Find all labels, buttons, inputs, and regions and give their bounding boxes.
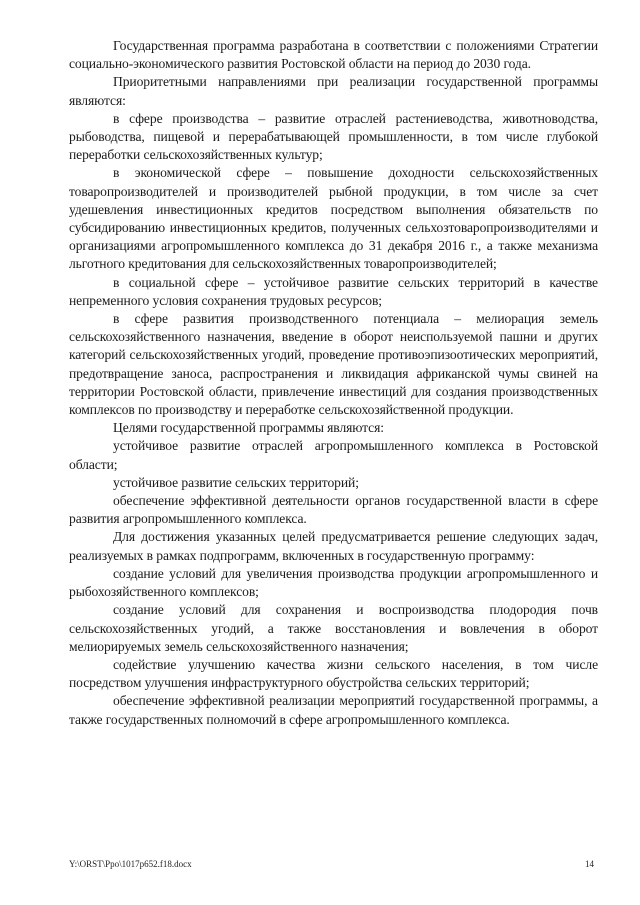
paragraph: содействие улучшению качества жизни сельского населения, в том числе посредством улучшения инфраструктурного обустройства сельских территорий; — [69, 656, 598, 691]
paragraph: Целями государственной программы являются: — [113, 420, 384, 436]
paragraph: обеспечение эффективной реализации мероприятий государственной программы, а также государственных полномочий в сфере агропромышленного комплекса. — [69, 693, 598, 727]
paragraph: устойчивое развитие отраслей агропромышленного комплекса в Ростовской области; — [69, 438, 598, 472]
paragraph: в сфере производства – развитие отраслей растениеводства, животноводства, рыбоводства, пищевой и перерабатывающей промышленности, в том числе глубокой переработки сельскохозяйственных культур; — [69, 110, 598, 163]
paragraph: обеспечение эффективной деятельности органов государственной власти в сфере развития агропромышленного комплекса. — [69, 493, 598, 527]
page-number: 14 — [585, 859, 594, 869]
paragraph: устойчивое развитие сельских территорий; — [113, 474, 359, 490]
paragraph: создание условий для увеличения производства продукции агропромышленного и рыбохозяйственного комплексов; — [69, 565, 598, 600]
paragraph: создание условий для сохранения и воспроизводства плодородия почв сельскохозяйственных угодий, а также восстановления и вовлечения в оборот мелиорируемых земель сельскохозяйственного назначения; — [69, 602, 598, 654]
paragraph: Приоритетными направлениями при реализации государственной программы являются: — [69, 74, 598, 108]
paragraph: в сфере развития производственного потенциала – мелиорация земель сельскохозяйственного назначения, введение в оборот неиспользуемой пашни и других категорий сельскохозяйственных угодий, проведение противоэпизоотических мероприятий, предотвращение заноса, распространения и ликвидация африканской чумы свиней на территории Ростовской области, привлечение инвестиций для создания производственных комплексов по производству и переработке сельскохозяйственной продукции. — [69, 311, 598, 418]
paragraph: Для достижения указанных целей предусматривается решение следующих задач, реализуемых в рамках подпрограмм, включенных в государственную программу: — [69, 529, 598, 563]
paragraph: в экономической сфере – повышение доходности сельскохозяйственных товаропроизводителей и производителей рыбной продукции, в том числе за счет удешевления инвестиционных кредитов посредством выполнения обязательств по субсидированию инвестиционных кредитов, полученных сельхозтоваропроизводителями и организациями агропромышленного комплекса до 31 декабря 2016 г., а также механизма льготного кредитования для сельскохозяйственных товаропроизводителей; — [69, 165, 598, 272]
document-body — [69, 37, 598, 729]
footer-file-path: Y:\ORST\Ppo\1017p652.f18.docx — [69, 859, 192, 869]
paragraph: в социальной сфере – устойчивое развитие сельских территорий в качестве непременного условия сохранения трудовых ресурсов; — [69, 274, 598, 308]
paragraph: Государственная программа разработана в соответствии с положениями Стратегии социально-экономического развития Ростовской области на период до 2030 года. — [69, 38, 598, 72]
